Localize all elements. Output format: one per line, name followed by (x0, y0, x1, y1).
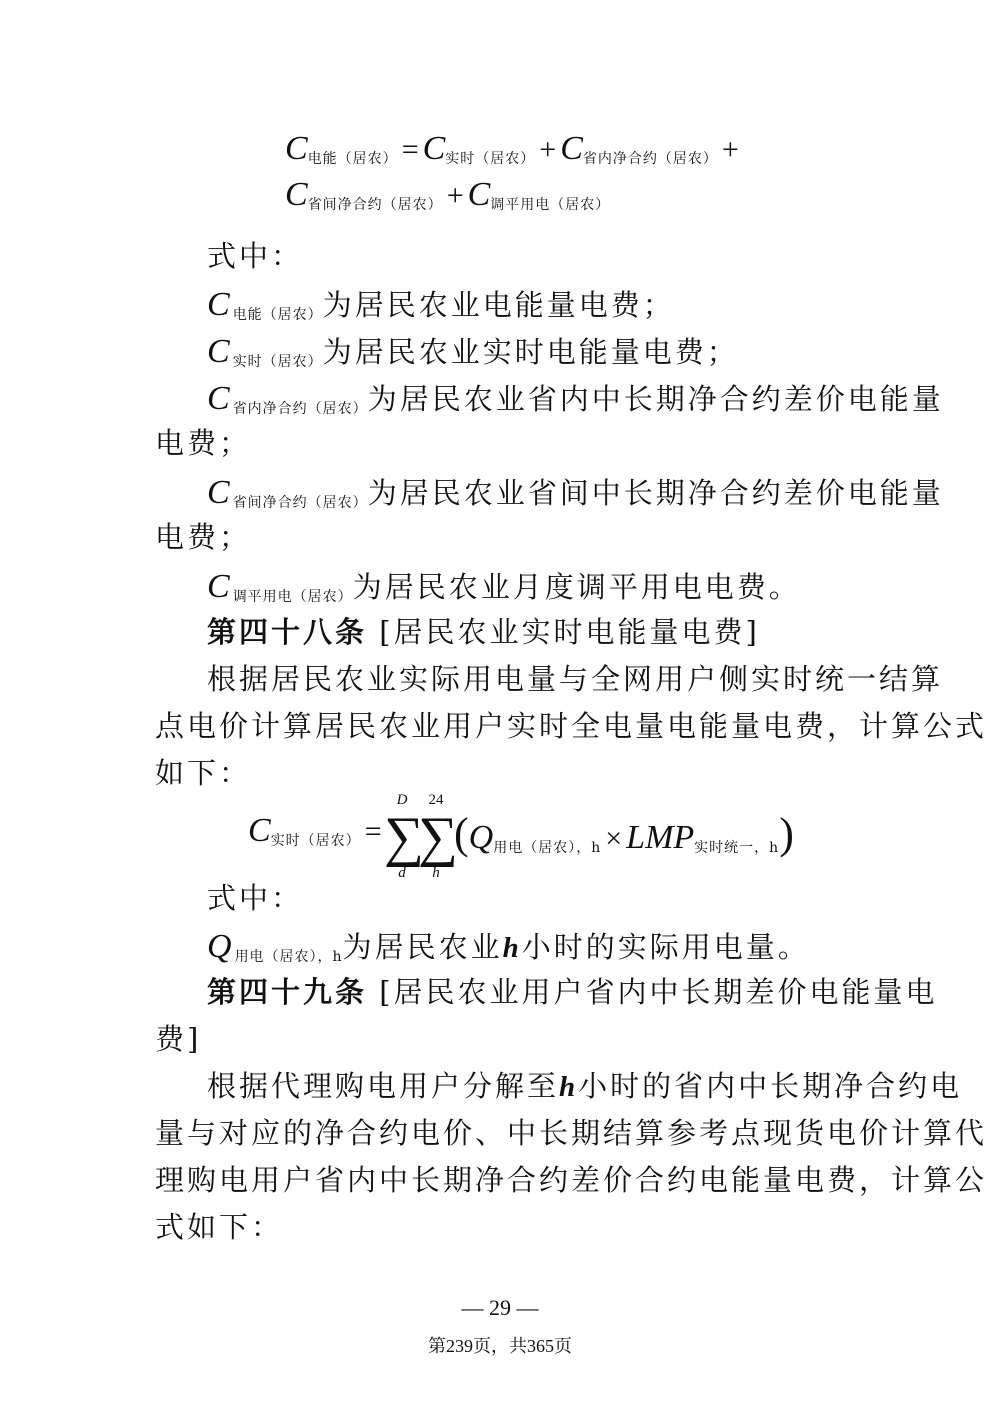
var-c: C (467, 176, 491, 213)
var-lmp: LMP (626, 819, 695, 856)
left-paren: ( (454, 809, 469, 858)
article-48-body-line-2: 点电价计算居民农业用户实时全电量电能量电费，计算公式 (155, 709, 988, 743)
definition-text: 为居民农业省间中长期净合约差价电能量 (367, 476, 944, 510)
equals-sign: = (364, 815, 382, 848)
right-paren: ) (779, 809, 794, 858)
var-c: C (207, 380, 233, 417)
var-c: C (422, 130, 446, 167)
where-label-1: 式中： (207, 239, 304, 273)
definition-text: 为居民农业实时电能量电费； (322, 335, 739, 369)
var-c: C (248, 812, 271, 849)
definition-1 (207, 288, 675, 322)
formula-1-term-2-sub: 省内净合约（居农） (582, 151, 718, 167)
sigma-symbol: ∑ (384, 806, 424, 868)
article-48-body-line-3: 如下： (155, 756, 252, 790)
q-sub: 用电（居农），h (493, 840, 602, 856)
plus-sign: + (446, 179, 464, 212)
q-definition (207, 930, 810, 964)
page-count: 第239页，共365页 (428, 1336, 572, 1356)
definition-sub: 实时（居农） (232, 354, 323, 370)
article-number: 第四十八条 (207, 615, 368, 649)
article-48-heading (207, 615, 760, 649)
article-49-heading (207, 975, 938, 1009)
formula-1-line-2 (285, 176, 610, 214)
page-number: — 29 — (461, 1295, 539, 1320)
article-49-body-line-2: 量与对应的净合约电价、中长期结算参考点现货电价计算代 (155, 1116, 988, 1150)
sigma-symbol: ∑ (418, 806, 458, 868)
var-h: h (559, 1071, 579, 1103)
sum-over-d (384, 792, 424, 882)
lmp-sub: 实时统一，h (694, 840, 780, 856)
article-49-body-line-4: 式如下： (155, 1210, 284, 1244)
formula-1-lhs-sub: 电能（居农） (307, 151, 398, 167)
definition-text: 为居民农业电能量电费； (322, 288, 675, 322)
body-text: 小时的省内中长期净合约电 (578, 1069, 963, 1103)
formula-2-lhs-sub: 实时（居农） (270, 833, 361, 849)
plus-sign: + (721, 133, 739, 166)
q-def-text: 小时的实际用电量。 (521, 930, 810, 964)
definition-sub: 省间净合约（居农） (232, 495, 368, 511)
sum-over-h (418, 792, 458, 882)
var-c: C (207, 568, 233, 605)
definition-sub: 电能（居农） (232, 307, 323, 323)
formula-1-line-1 (285, 130, 743, 168)
plus-sign: + (539, 133, 557, 166)
var-h: h (502, 932, 522, 964)
sum-lower-limit: d (398, 865, 406, 881)
var-c: C (285, 176, 308, 213)
sum-upper-limit: 24 (428, 792, 444, 808)
var-q: Q (468, 819, 494, 856)
definition-2 (207, 335, 739, 369)
var-c: C (285, 130, 308, 167)
where-label-2: 式中： (207, 881, 304, 915)
sum-lower-limit: h (432, 865, 440, 881)
q-def-text: 为居民农业 (342, 930, 503, 964)
article-number: 第四十九条 (207, 975, 368, 1009)
var-c: C (207, 333, 233, 370)
definition-4-continued: 电费； (155, 520, 252, 554)
var-c: C (207, 286, 233, 323)
var-q: Q (207, 928, 235, 965)
times-sign: × (605, 822, 623, 855)
article-49-title-continued: 费] (155, 1022, 202, 1056)
definition-sub: 调平用电（居农） (232, 589, 353, 605)
definition-text: 为居民农业月度调平用电电费。 (352, 570, 801, 604)
article-title: [居民农业实时电能量电费] (379, 615, 760, 649)
var-c: C (207, 474, 233, 511)
definition-5 (207, 570, 801, 604)
article-49-body-line-1 (207, 1069, 963, 1103)
body-text: 根据代理购电用户分解至 (207, 1069, 560, 1103)
definition-text: 为居民农业省内中长期净合约差价电能量 (367, 382, 944, 416)
formula-1-term-4-sub: 调平用电（居农） (490, 197, 611, 213)
formula-1-term-3-sub: 省间净合约（居农） (307, 197, 443, 213)
formula-1-term-1-sub: 实时（居农） (445, 151, 536, 167)
formula-2-rhs (454, 808, 794, 859)
article-title: [居民农业用户省内中长期差价电能量电 (379, 975, 938, 1009)
sum-upper-limit: D (396, 792, 408, 808)
definition-3-continued: 电费； (155, 426, 252, 460)
equals-sign: = (401, 133, 419, 166)
q-def-sub: 用电（居农），h (234, 949, 343, 965)
article-49-body-line-3: 理购电用户省内中长期净合约差价合约电能量电费，计算公 (155, 1163, 988, 1197)
formula-2-lhs (248, 812, 386, 850)
definition-3 (207, 382, 944, 416)
var-c: C (560, 130, 583, 167)
definition-sub: 省内净合约（居农） (232, 401, 368, 417)
article-48-body-line-1: 根据居民农业实际用电量与全网用户侧实时统一结算 (207, 662, 944, 696)
definition-4 (207, 476, 944, 510)
